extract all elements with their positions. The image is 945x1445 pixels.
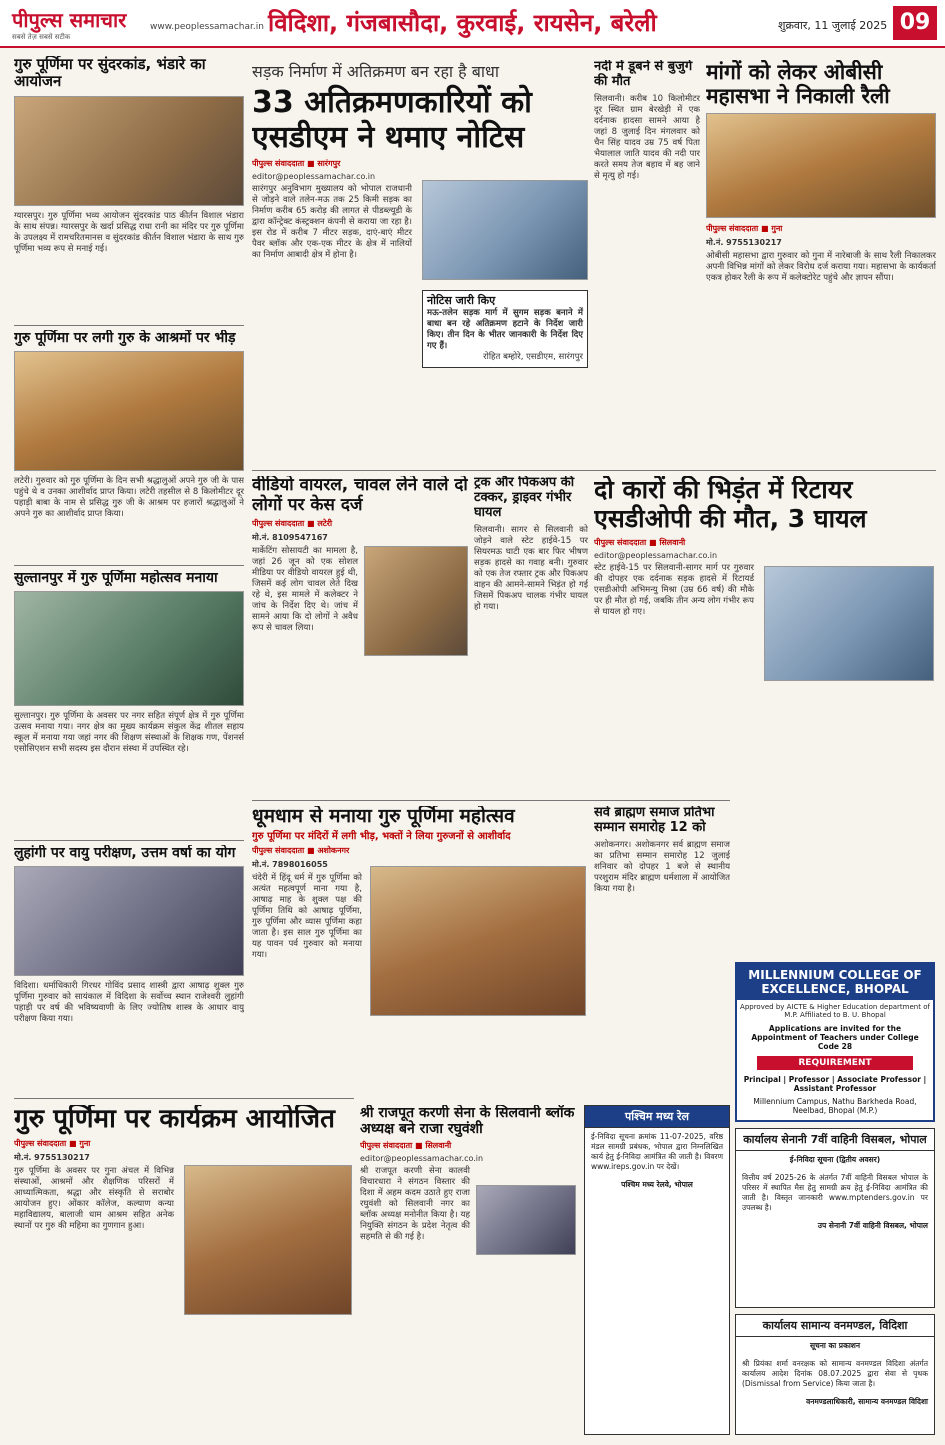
story-body: अशोकनगर। अशोकनगर सर्व ब्राह्मण समाज का प्रतिभा सम्मान समारोह 12 जुलाई शनिवार को दोपहर 1 बजे से स्थानीय परशुराम मंदिर ब्राह्मण धर्मशाला में आयोजित किया गया है। [594,839,730,894]
byline: पीपुल्स संवाददाता ■ लटेरी [252,519,333,529]
byline: पीपुल्स संवाददाता ■ सिलवानी [360,1141,452,1151]
story-truck-pickup [474,476,588,796]
news-photo [764,566,934,681]
story-body: सिलवानी। सागर से सिलवानी को जोड़ने वाले स्टेट हाईवे-15 पर सियरमऊ घाटी एक बार फिर भीषण सड़क हादसे का गवाह बनी। गुरुवार को एक तेज रफ्तार ट्रक और पिकअप वाहन की आमने-सामने भिड़ंत हो गई जिसमें पिकअप चालक गंभीर घायल हो गया। [474,524,588,612]
divider [14,840,244,841]
ad-apply: Applications are invited for the Appointment of Teachers under College Code 28 [751,1024,919,1051]
newspaper-logo: पीपुल्स समाचार सबसे तेज़ सबसे सटीक [12,8,127,41]
callout-quote: मऊ-तलेन सड़क मार्ग में सुगम सड़क बनाने में बाधा बन रहे अतिक्रमण हटाने के निर्देश जारी किए। तीन दिन के भीतर जानकारी के निर्देश दिए गए हैं। [427,307,583,351]
headline: सुल्तानपुर में गुरु पूर्णिमा महोत्सव मनाया [14,570,218,586]
story-body: सुल्तानपुर। गुरु पूर्णिमा के अवसर पर नगर सहित संपूर्ण क्षेत्र में गुरु पूर्णिमा उत्सव मनाया गया। नगर क्षेत्र का मुख्य कार्यक्रम संकुल केंद्र शीतल सहाय स्कूल में मनाया गया जहां नगर की शिक्षण संस्थाओं के शिक्षक गण, पेंशनर्स एसोसिएशन सभी सदस्य इस दौरान संस्था में उपस्थित रहे। [14,711,244,755]
page-number: 09 [893,6,937,40]
news-photo [14,351,244,471]
headline: मांगों को लेकर ओबीसी महासभा ने निकाली रैली [706,60,890,109]
story-karni-sena [360,1105,578,1435]
ad-subtitle: ई-निविदा सूचना (द्वितीय अवसर) [789,1155,881,1164]
subheadline: गुरु पूर्णिमा पर मंदिरों में लगी भीड़, भक्तों ने लिया गुरुजनों से आशीर्वाद [252,830,511,842]
headline: श्री राजपूत करणी सेना के सिलवानी ब्लॉक अध्यक्ष बने राजा रघुवंशी [360,1105,575,1138]
kicker: सड़क निर्माण में अतिक्रमण बन रहा है बाधा [252,62,500,81]
news-photo [14,866,244,976]
story-body: सारंगपुर अनुविभाग मुख्यालय को भोपाल राजधानी से जोड़ने वाले तलेन-मऊ तक 25 किमी सड़क का निर्माण करीब 65 करोड़ की लागत से पीडब्ल्यूडी के द्वारा कॉन्ट्रेक्ट कंस्ट्रक्शन कंपनी से कराया जा रहा है। इस रोड में करीब 7 मीटर सड़क, दाएं-बाएं मीटर पैवर ब्लॉक और एक-एक मीटर के क्षेत्र में नालियों का निर्माण आबादी क्षेत्र में होना है। [252,184,412,260]
headline: 33 अतिक्रमणकारियों को एसडीएम ने थमाए नोटिस [252,85,532,155]
story-luhangi [14,845,244,1095]
headline: ट्रक और पिकअप की टक्कर, ड्राइवर गंभीर घायल [474,476,575,520]
ad-approval: Approved by AICTE & Higher Education department of M.P. Affiliated to B. U. Bhopal [740,1003,930,1019]
email: editor@peoplessamachar.co.in [594,550,718,560]
ad-subtitle: सूचना का प्रकाशन [809,1341,861,1350]
story-body: गुरु पूर्णिमा के अवसर पर गुना अंचल में विभिन्न संस्थाओं, आश्रमों और शैक्षणिक परिसरों में आध्यात्मिकता, श्रद्धा और संस्कृति से सराबोर आयोजन हुए। ओंकार कॉलेज, कल्याण कन्या महाविद्यालय, बालाजी धाम आश्रम सहित अनेक स्थानों पर गुरु की महिमा का गुणगान हुआ। [14,1165,174,1231]
news-photo [364,546,468,656]
ad-millennium-college [735,962,935,1122]
story-brahmin-samaj [594,806,730,1096]
divider [252,800,730,801]
headline: वीडियो वायरल, चावल लेने वाले दो लोगों पर केस दर्ज [252,476,468,515]
news-photo [14,591,244,706]
headline: सर्व ब्राह्मण समाज प्रतिभा सम्मान समारोह 12 को [594,806,715,835]
ad-body: वित्तीय वर्ष 2025-26 के अंतर्गत 7वीं वाहिनी विसबल भोपाल के परिसर में स्थापित मैस हेतु सामग्री क्रय हेतु ई-निविदा आमंत्रित की जाती है। विस्तृत जानकारी www.mptenders.gov.in पर उपलब्ध है। [742,1173,928,1212]
ad-requirement: REQUIREMENT [757,1056,913,1070]
story-body: श्री राजपूत करणी सेना कालवी विचारधारा ने संगठन विस्तार की दिशा में अहम कदम उठाते हुए राजा रघुवंशी को सिलवानी नगर का ब्लॉक अध्यक्ष मनोनीत किया है। यह नियुक्ति संगठन के प्रदेश नेतृत्व की सहमति से की गई है। [360,1166,470,1243]
story-body: मार्केटिंग सोसायटी का मामला है, जहां 26 जून को एक सोशल मीडिया पर वीडियो वायरल हुई थी, जिसमें कई लोग चावल लेते दिख रहे थे, इस मामले में कलेक्टर ने जांच के निर्देश दिए थे। जांच में सामने आया कि दो लोगों ने अवैध रूप से चावल लिया। [252,546,358,634]
ad-signature: वनमण्डलाधिकारी, सामान्य वनमण्डल विदिशा [806,1397,928,1406]
byline: पीपुल्स संवाददाता ■ गुना [706,224,783,234]
ad-campus: Millennium Campus, Nathu Barkheda Road, Neelbad, Bhopal (M.P.) [753,1097,917,1115]
headline: नदी में डूबने से बुजुर्ग की मौत [594,60,693,89]
ad-body: ई-निविदा सूचना क्रमांक 11-07-2025, वरिष्ठ मंडल सामग्री प्रबंधक, भोपाल द्वारा निम्नलिखित कार्य हेतु ई-निविदा आमंत्रित की जाती है। विवरण www.ireps.gov.in पर देखें। [591,1132,723,1171]
website-url: www.peoplessamachar.in [150,22,264,32]
ad-title: कार्यालय सामान्य वनमण्डल, विदिशा [736,1315,934,1337]
story-body: चंदेरी में हिंदू धर्म में गुरु पूर्णिमा को अत्यंत महत्वपूर्ण माना गया है, आषाढ़ माह के शुक्ल पक्ष की पूर्णिमा तिथि को आषाढ़ पूर्णिमा, गुरु पूर्णिमा और व्यास पूर्णिमा कहा जाता है। इस साल गुरु पूर्णिमा का यह पावन पर्व गुरुवार को मनाया गया। [252,873,362,961]
story-guru-ashram [14,330,244,560]
story-video-viral [252,476,468,796]
news-photo [422,180,588,280]
story-body: विदिशा। धर्माधिकारी गिरधर गोविंद प्रसाद शास्त्री द्वारा आषाढ़ शुक्ल गुरु पूर्णिमा गुरुवार को सायंकाल में विदिशा के सर्वोच्च स्थान राजेश्वरी लुहांगी पहाड़ी पर वर्ष की भविष्यवाणी के लिए ज्योतिष शास्त्र के आधार वायु परीक्षण किया गया। [14,981,244,1025]
story-body: ओबीसी महासभा द्वारा गुरुवार को गुना में नारेबाजी के साथ रैली निकालकर अपनी विभिन्न मांगों को लेकर विरोध दर्ज कराया गया। महासभा के कार्यकर्ता एकत्र होकर रैली के रूप में कलेक्टोरेट पहुंचे और ज्ञापन सौंपा। [706,251,936,284]
news-photo [370,866,586,1016]
ad-title: MILLENNIUM COLLEGE OF EXCELLENCE, BHOPAL [737,964,933,1000]
masthead [0,0,945,48]
story-body: ग्यारसपुर। गुरु पूर्णिमा भव्य आयोजन सुंदरकांड पाठ कीर्तन विशाल भंडारा के साथ संपन्न। ग्यारसपुर के खर्दा प्रसिद्ध राधा रानी का मंदिर पर गुरु पूर्णिमा के उपलक्ष्य में रामचरितमानस व सुंदरकांड कीर्तन विशाल भंडारा के साथ गुरु पूर्णिमा भव्य रूप से मनाई गई। [14,210,244,254]
story-sultanpur [14,570,244,835]
email: editor@peoplessamachar.co.in [252,172,376,181]
ad-signature: पश्चिम मध्य रेलवे, भोपाल [621,1180,693,1189]
callout-title: नोटिस जारी किए [427,294,496,307]
story-dhoomdham [252,806,588,1096]
story-encroachment [252,60,588,475]
story-car-collision [594,476,936,791]
ad-railway-tender [584,1105,730,1435]
headline: धूमधाम से मनाया गुरु पूर्णिमा महोत्सव [252,806,515,827]
story-body: लटेरी। गुरुवार को गुरु पूर्णिमा के दिन सभी श्रद्धालुओं अपने गुरु जी के पास पहुंचे थे व उनका आशीर्वाद प्राप्त किया। लटेरी तहसील से 8 किलोमीटर दूर पहाड़ी बाबा के नाम से प्रसिद्ध गुरु जी के आश्रम पर हजारों श्रद्धालुओं ने अपने गुरु का आशीर्वाद प्राप्त किया। [14,476,244,520]
ad-title: पश्चिम मध्य रेल [585,1106,729,1128]
region-title: विदिशा, गंजबासौदा, कुरवाई, रायसेन, बरेली [268,9,657,37]
headline: लुहांगी पर वायु परीक्षण, उत्तम वर्षा का योग [14,845,236,861]
ad-battalion-tender [735,1128,935,1308]
byline: पीपुल्स संवाददाता ■ गुना [14,1138,91,1148]
byline: पीपुल्स संवाददाता ■ सिलवानी [594,537,686,547]
story-guru-karyakram [14,1105,354,1435]
story-drowning [594,60,700,465]
mobile-number: मो.नं. 7898016055 [252,860,328,870]
ad-forest-office [735,1314,935,1435]
notice-callout [422,290,588,368]
story-guru-sundarkand [14,56,244,321]
headline: दो कारों की भिड़ंत में रिटायर एसडीओपी की मौत, 3 घायल [594,476,867,533]
ad-phone [737,1117,933,1122]
story-obc-rally [706,60,936,465]
news-photo [476,1185,576,1255]
ad-body: श्री प्रियंका शर्मा वनरक्षक को सामान्य वनमण्डल विदिशा अंतर्गत कार्यालय आदेश दिनांक 08.07.2025 द्वारा सेवा से पृथक (Dismissal from Service) किया जाता है। [742,1359,928,1388]
email: editor@peoplessamachar.co.in [360,1154,484,1164]
callout-attribution: रोहित बम्होरे, एसडीएम, सारंगपुर [483,351,583,362]
mobile-number: मो.नं. 9755130217 [14,1152,90,1162]
mobile-number: मो.नं. 9755130217 [706,238,782,248]
headline: गुरु पूर्णिमा पर लगी गुरु के आश्रमों पर भीड़ [14,330,236,346]
byline: पीपुल्स संवाददाता ■ सारंगपुर [252,159,341,168]
ad-posts: Principal | Professor | Associate Professor | Assistant Professor [743,1075,927,1093]
divider [252,470,936,471]
story-body: स्टेट हाईवे-15 पर सिलवानी-सागर मार्ग पर गुरुवार की दोपहर एक दर्दनाक सड़क हादसे में रिटायर्ड एसडीओपी अभिमन्यु मिश्रा (उम्र 66 वर्ष) की मौके पर ही मौत हो गई, जबकि तीन अन्य लोग गंभीर रूप से घायल हो गए। [594,562,754,617]
mobile-number: मो.नं. 8109547167 [252,533,328,543]
headline: गुरु पूर्णिमा पर कार्यक्रम आयोजित [14,1105,335,1134]
dateline: शुक्रवार, 11 जुलाई 2025 [778,19,888,32]
ad-signature: उप सेनानी 7वीं वाहिनी विसबल, भोपाल [817,1221,928,1230]
story-body: सिलवानी। करीब 10 किलोमीटर दूर स्थित ग्राम बेरखेड़ी में एक दर्दनाक हादसा सामने आया है जहां 8 जुलाई दिन मंगलवार को चैन सिंह यादव उम्र 75 वर्ष पिता भैयालाल जाति यादव की नदी पार करते समय तेज बहाव में बह जाने से मृत्यु हो गई। [594,93,700,181]
divider [14,565,244,566]
byline: पीपुल्स संवाददाता ■ अशोकनगर [252,846,350,856]
divider [14,325,244,326]
news-photo [14,96,244,206]
news-photo [184,1165,352,1315]
news-photo [706,113,936,218]
divider [14,1098,354,1099]
ad-title: कार्यालय सेनानी 7वीं वाहिनी विसबल, भोपाल [736,1129,934,1151]
headline: गुरु पूर्णिमा पर सुंदरकांड, भंडारे का आयोजन [14,56,206,91]
